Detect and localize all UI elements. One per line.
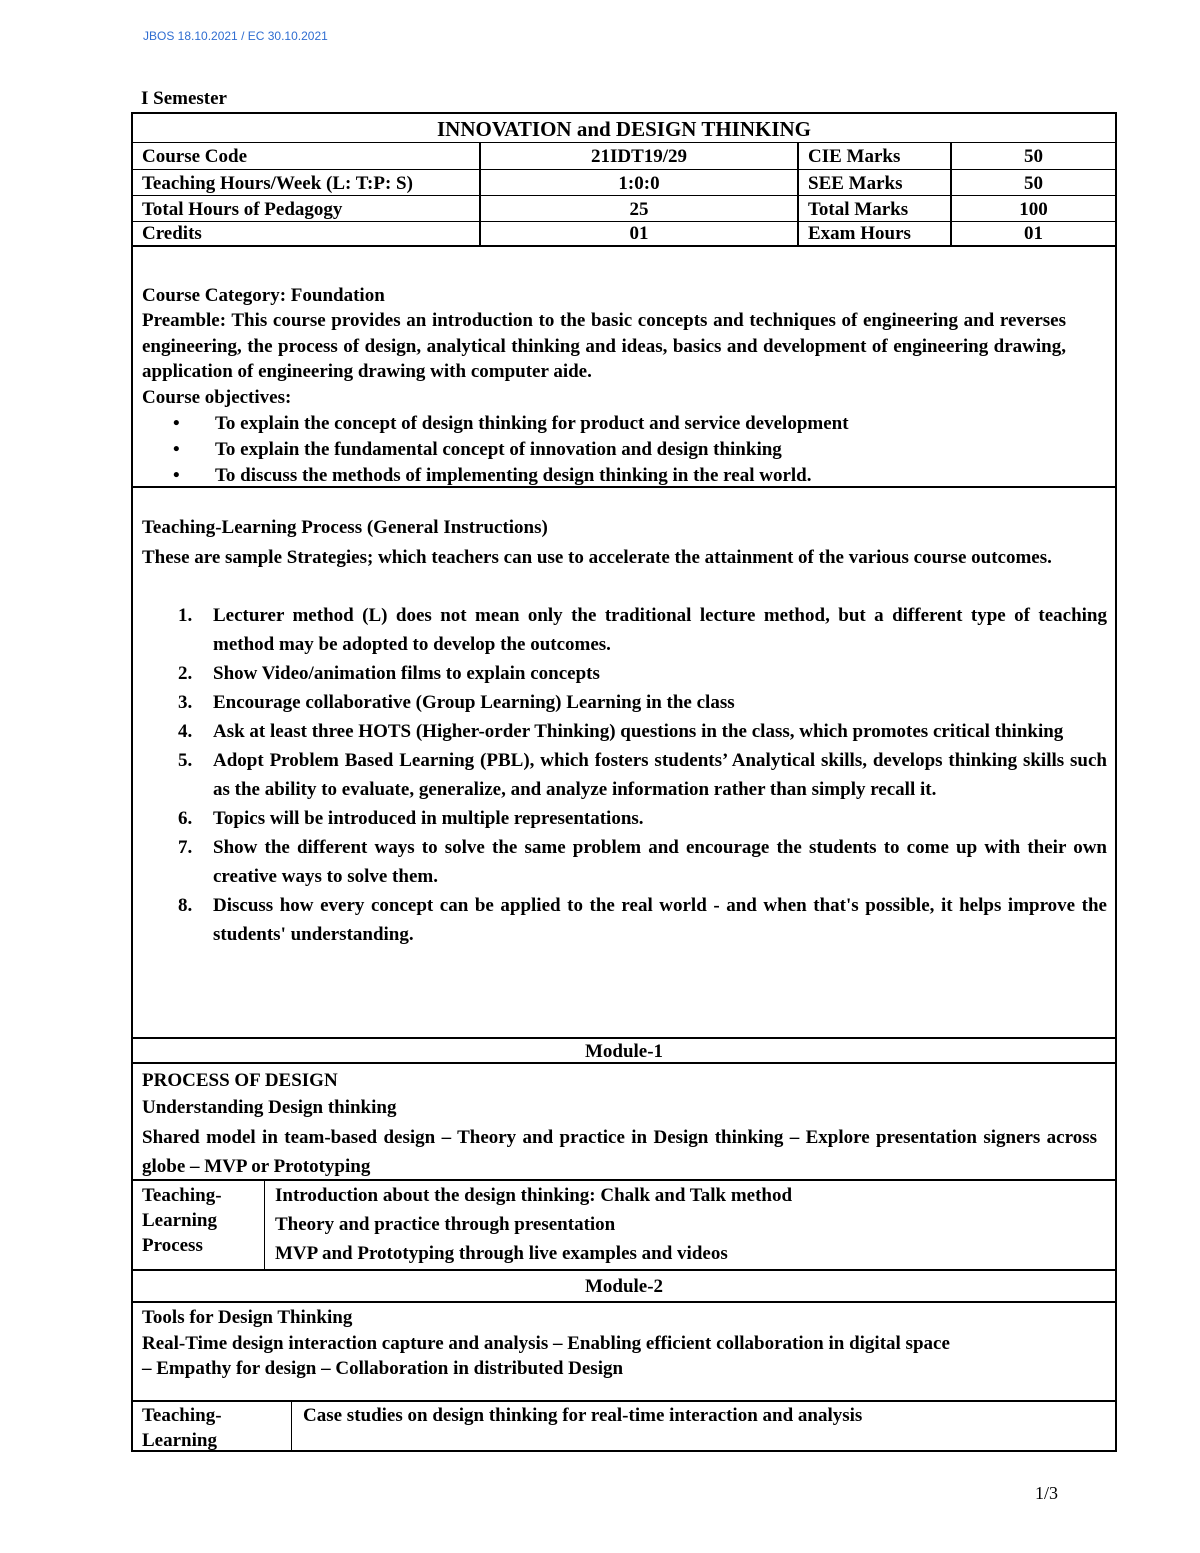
objective-item: • To explain the concept of design thinking for product and service development	[173, 411, 849, 437]
objective-item: • To explain the fundamental concept of innovation and design thinking	[173, 437, 849, 463]
course-title: INNOVATION and DESIGN THINKING	[436, 117, 812, 141]
module-1-topics: Shared model in team-based design – Theory and practice in Design thinking – Explore presentation signers across globe – MVP or Prototyping	[142, 1127, 1097, 1177]
preamble-text: Preamble: This course provides an introduction to the basic concepts and techniques of engineering and reverses engineering, the process of design, analytical thinking and ideas, basics and development of engineering drawing, application of engineering drawing with computer aide.	[142, 310, 1066, 382]
page-number: 1/3	[1035, 1483, 1059, 1503]
semester-label: I Semester	[141, 88, 227, 109]
tl-item: Case studies on design thinking for real-time interaction and analysis	[303, 1405, 863, 1426]
course-row	[133, 169, 1115, 197]
teaching-hours-label: Teaching Hours/Week (L: T:P: S)	[142, 173, 413, 194]
course-row	[133, 142, 1115, 170]
course-category: Course Category: Foundation	[142, 285, 385, 306]
tl-item: Introduction about the design thinking: Chalk and Talk method	[275, 1185, 793, 1206]
course-info-table	[131, 112, 1117, 247]
module-1-heading: PROCESS OF DESIGN	[142, 1070, 338, 1091]
credits-value: 01	[479, 222, 797, 246]
tlp-heading: Teaching-Learning Process (General Instructions)	[142, 517, 548, 538]
see-marks-value: 50	[950, 170, 1115, 197]
course-code-label: Course Code	[142, 146, 248, 167]
cie-marks-label: CIE Marks	[797, 143, 950, 170]
module-1-label: Module-1	[584, 1041, 664, 1062]
column-divider	[264, 1181, 265, 1269]
tlp-intro: These are sample Strategies; which teachers can use to accelerate the attainment of the various course outcomes.	[142, 547, 1052, 568]
list-item: 8. Discuss how every concept can be applied to the real world - and when that's possible, it helps improve the students' understanding.	[178, 895, 1107, 945]
tl-label-line1: Teaching-	[142, 1185, 222, 1206]
see-marks-label: SEE Marks	[797, 170, 950, 197]
tl-label-line1: Teaching-	[142, 1405, 222, 1426]
tl-label-line3: Process	[142, 1235, 203, 1256]
objectives-heading: Course objectives:	[142, 387, 292, 408]
exam-hours-value: 01	[950, 222, 1115, 246]
tl-item: MVP and Prototyping through live examples and videos	[275, 1243, 728, 1264]
exam-hours-label: Exam Hours	[797, 222, 950, 246]
cie-marks-value: 50	[950, 143, 1115, 170]
objective-item: • To discuss the methods of implementing design thinking in the real world.	[173, 463, 849, 489]
module-2-heading: Tools for Design Thinking	[142, 1307, 353, 1328]
course-intro-section	[131, 245, 1117, 488]
module-2-header	[131, 1269, 1117, 1303]
list-item: 5. Adopt Problem Based Learning (PBL), which fosters students’ Analytical skills, develops thinking skills such as the ability to evaluate, generalize, and analyze information rather than simply recall it.	[178, 750, 1107, 800]
column-divider	[291, 1402, 292, 1450]
objectives-list	[173, 411, 849, 489]
module-2-topics-line2: – Empathy for design – Collaboration in distributed Design	[142, 1358, 624, 1379]
credits-label: Credits	[142, 223, 202, 244]
module-1-subheading: Understanding Design thinking	[142, 1097, 397, 1118]
document-header-tag: JBOS 18.10.2021 / EC 30.10.2021	[143, 29, 328, 43]
course-row	[133, 195, 1115, 223]
pedagogy-hours-label: Total Hours of Pedagogy	[142, 199, 343, 220]
tl-label-line2: Learning	[142, 1210, 217, 1231]
course-row	[133, 221, 1115, 246]
module-2-label: Module-2	[584, 1276, 664, 1297]
list-item: 2. Show Video/animation films to explain concepts	[178, 663, 600, 684]
teaching-hours-value: 1:0:0	[479, 170, 797, 197]
list-item: 4. Ask at least three HOTS (Higher-order Thinking) questions in the class, which promotes critical thinking	[178, 721, 1064, 742]
tl-label-line2: Learning	[142, 1430, 217, 1451]
total-marks-value: 100	[950, 196, 1115, 223]
course-code-value: 21IDT19/29	[479, 143, 797, 170]
list-item: 7. Show the different ways to solve the same problem and encourage the students to come up with their own creative ways to solve them.	[178, 837, 1107, 887]
pedagogy-hours-value: 25	[479, 196, 797, 223]
list-item: 3. Encourage collaborative (Group Learning) Learning in the class	[178, 692, 735, 713]
list-item: 1. Lecturer method (L) does not mean only the traditional lecture method, but a different type of teaching method may be adopted to develop the outcomes.	[178, 605, 1107, 655]
module-2-topics-line1: Real-Time design interaction capture and analysis – Enabling efficient collaboration in digital space	[142, 1333, 950, 1354]
tlp-list	[142, 601, 1107, 949]
module-1-tl-table	[131, 1179, 1117, 1271]
list-item: 6. Topics will be introduced in multiple representations.	[178, 808, 644, 829]
teaching-learning-section	[131, 486, 1117, 1039]
module-1-content	[131, 1062, 1117, 1181]
tl-item: Theory and practice through presentation	[275, 1214, 616, 1235]
module-2-tl-table	[131, 1400, 1117, 1452]
total-marks-label: Total Marks	[797, 196, 950, 223]
module-2-content	[131, 1301, 1117, 1402]
module-1-header	[131, 1037, 1117, 1064]
